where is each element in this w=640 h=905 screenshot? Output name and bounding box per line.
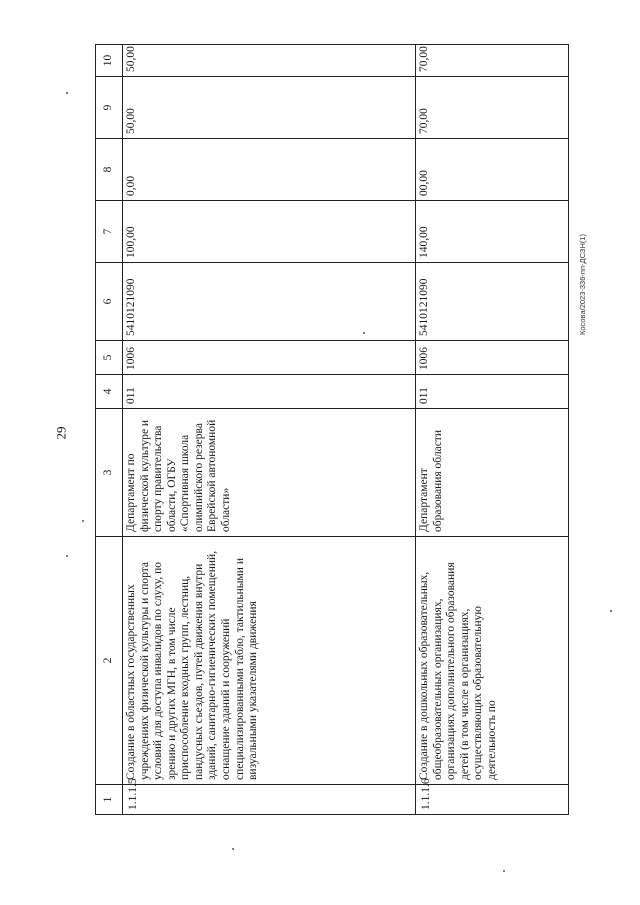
row-number: 1.1.1.5: [123, 785, 416, 815]
amount-year1: 0,00: [123, 139, 416, 201]
amount-year1: 00,00: [416, 139, 569, 201]
code-target: 5410121090: [416, 263, 569, 341]
code-target: 5410121090: [123, 263, 416, 341]
row-number: 1.1.1.6: [416, 785, 569, 815]
scan-speck: [232, 848, 234, 850]
amount-year3: 70,00: [416, 45, 569, 77]
table-row: [123, 45, 416, 815]
header-cell: 1: [96, 785, 123, 815]
header-row: [96, 45, 123, 815]
budget-table: [95, 44, 569, 815]
code-ministry: 011: [416, 375, 569, 409]
header-cell: 2: [96, 537, 123, 785]
header-cell: 6: [96, 263, 123, 341]
scan-speck: [503, 870, 505, 872]
measure-description: Создание в дошкольных образовательных, общеобразовательных организациях, организациях дополнительного образования детей (в том числе в организациях, осуществляющих образовательную деятельность по: [416, 537, 569, 785]
scan-speck: [610, 610, 612, 612]
scan-speck: [66, 92, 68, 94]
amount-year2: 50,00: [123, 77, 416, 139]
header-cell: 5: [96, 341, 123, 375]
header-cell: 7: [96, 201, 123, 263]
code-section: 1006: [416, 341, 569, 375]
executor: Департамент по физической культуре и спорту правительства области, ОГБУ «Спортивная школа олимпийского резерва Еврейской автономной области»: [123, 409, 416, 537]
amount-year3: 50,00: [123, 45, 416, 77]
amount-year2: 70,00: [416, 77, 569, 139]
header-cell: 4: [96, 375, 123, 409]
table-row: [416, 45, 569, 815]
header-cell: 9: [96, 77, 123, 139]
executor: Департамент образования области: [416, 409, 569, 537]
header-cell: 8: [96, 139, 123, 201]
measure-description: Создание в областных государственных учреждениях физической культуры и спорта условий для доступа инвалидов по слуху, по зрению и других МГН, в том числе приспособление входных групп, лестниц, пандусных съездов, путей движения внутри зданий, санитарно-гигиенических помещений, оснащение зданий и сооружений специализированными табло, тактильными и визуальными указателями движения: [123, 537, 416, 785]
code-section: 1006: [123, 341, 416, 375]
amount-total: 140,00: [416, 201, 569, 263]
scan-speck: [66, 555, 68, 557]
header-cell: 10: [96, 45, 123, 77]
scan-speck: [82, 520, 84, 522]
header-cell: 3: [96, 409, 123, 537]
code-ministry: 011: [123, 375, 416, 409]
scan-speck: [363, 332, 365, 334]
document-footer: Косова/2023-336-пп-ДСЗН(1): [578, 233, 587, 335]
amount-total: 100,00: [123, 201, 416, 263]
budget-table-wrapper: [95, 45, 569, 815]
page-number: 29: [53, 426, 69, 440]
